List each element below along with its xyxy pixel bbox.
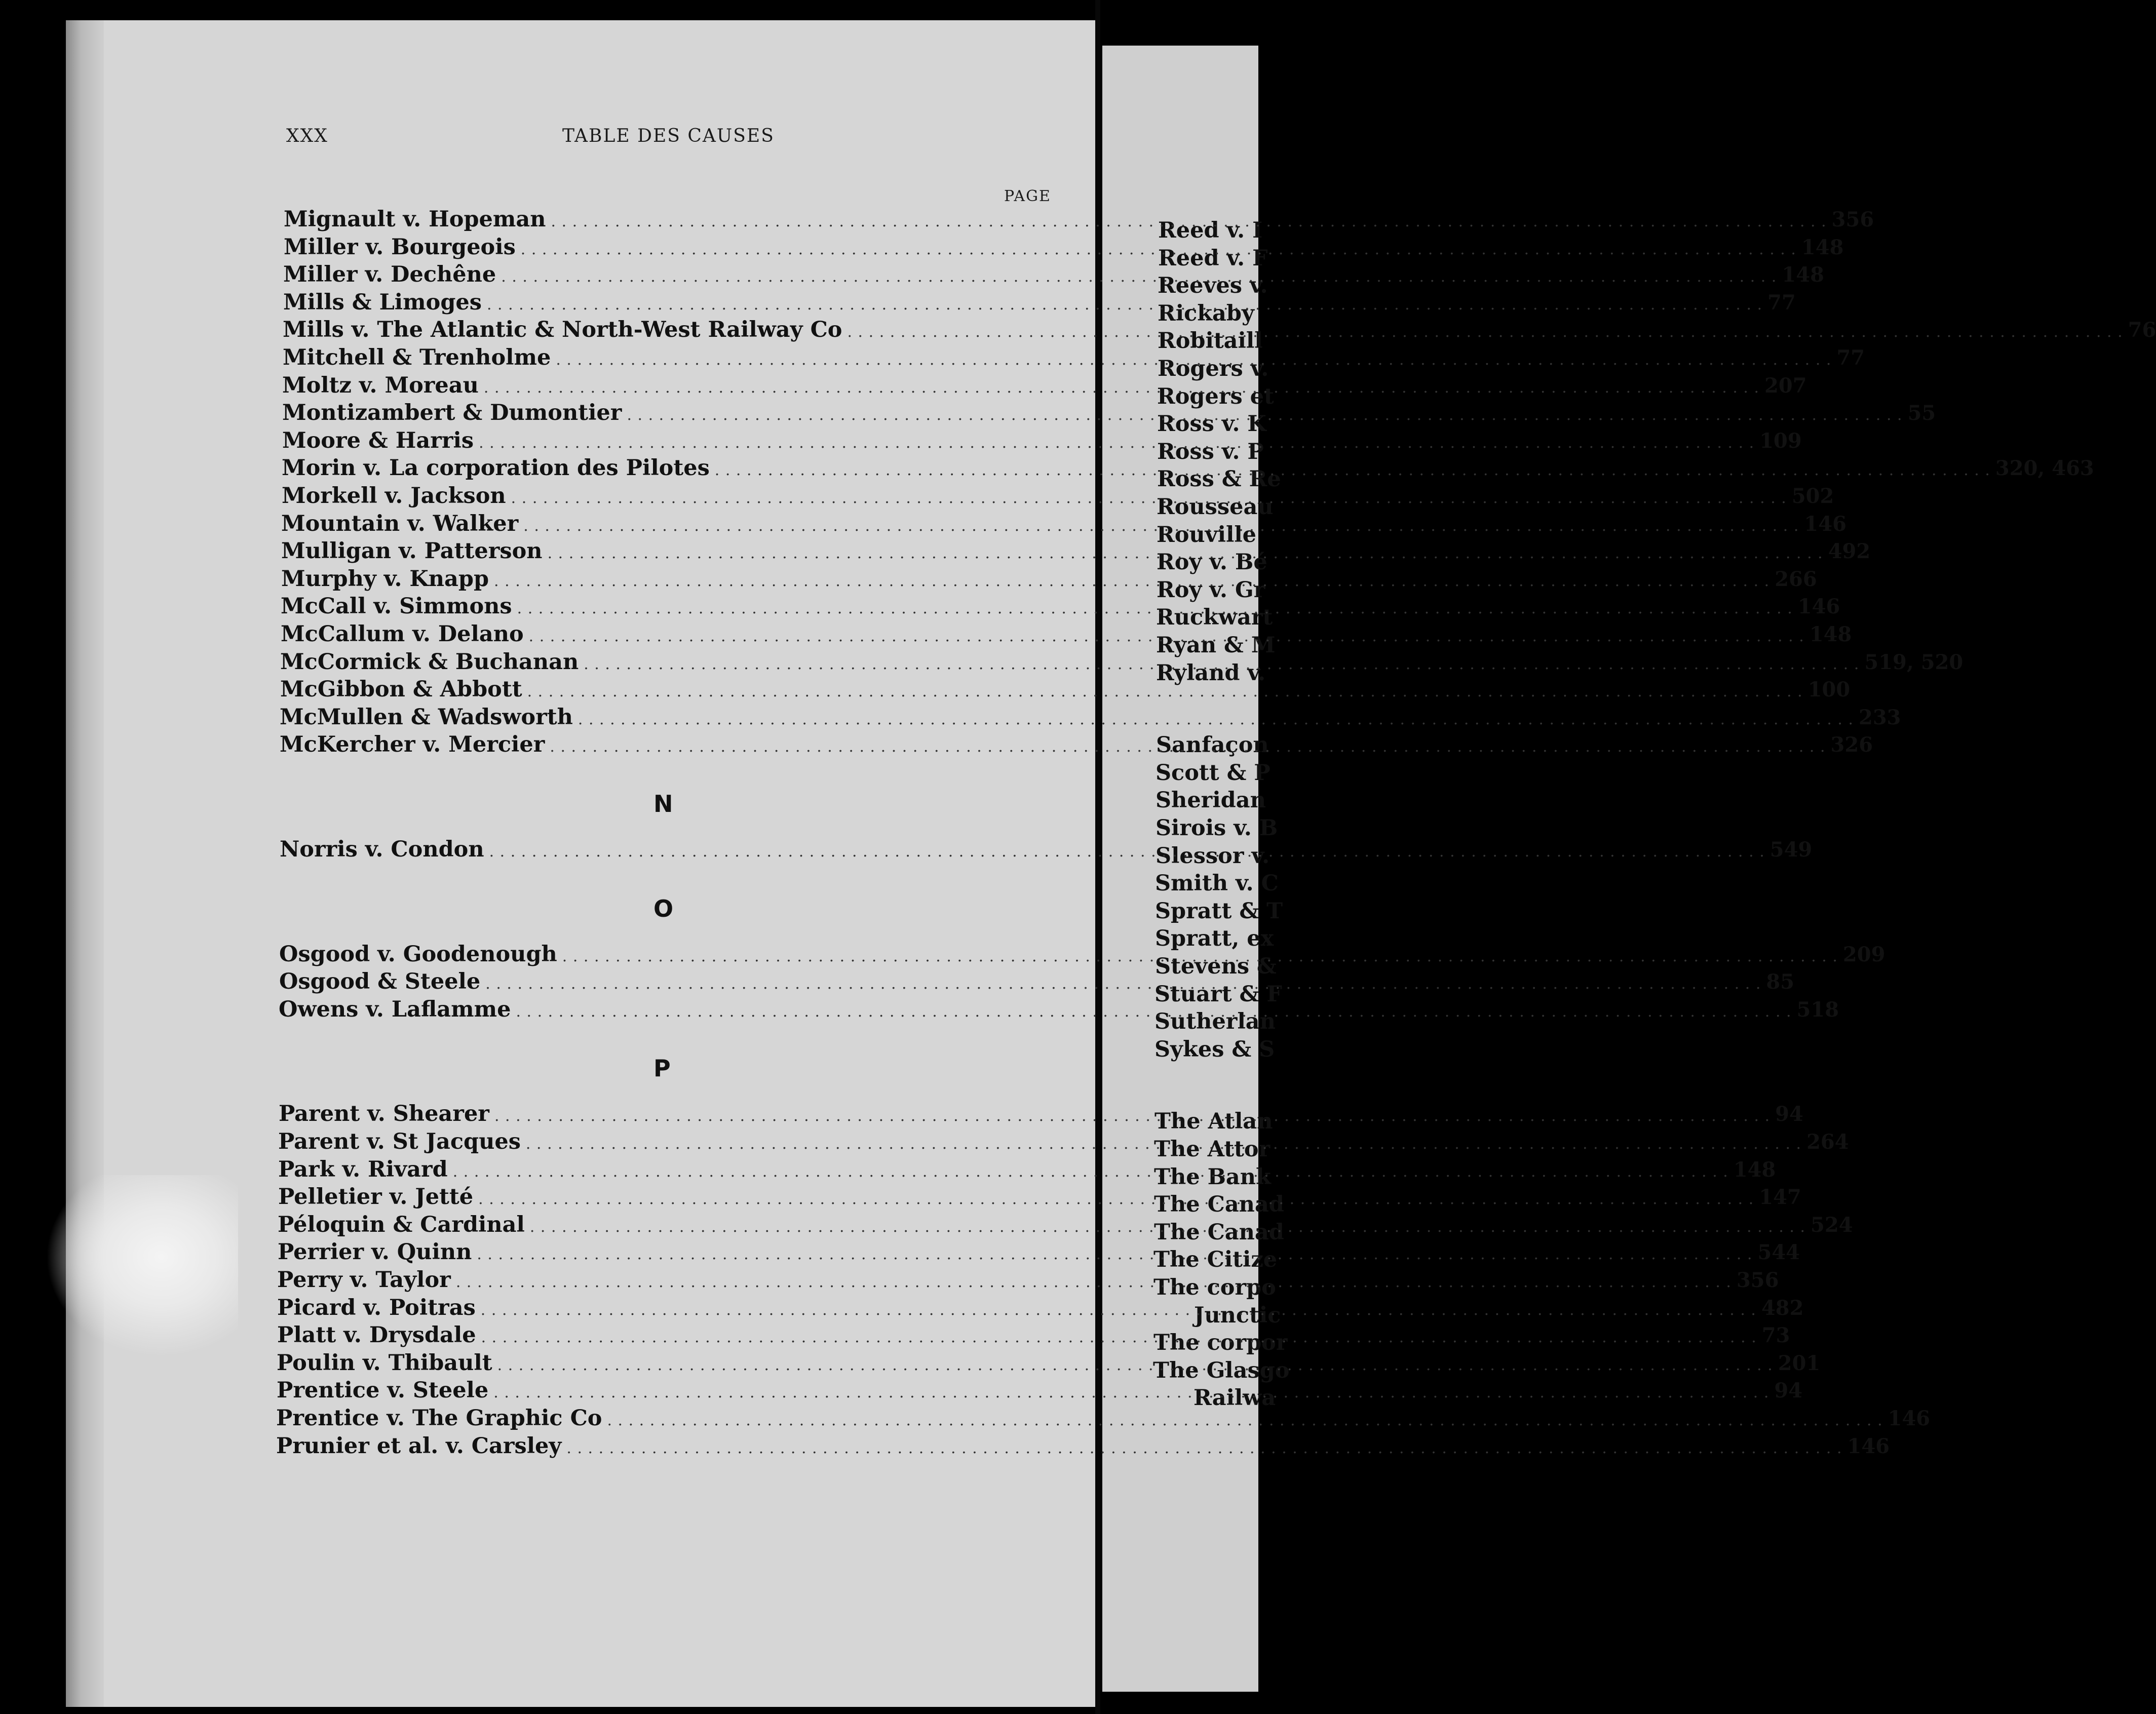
page-reference: 492	[1828, 539, 1871, 564]
right-page-fragment: Spratt & T	[1155, 898, 1283, 924]
right-page-fragment: Railwa	[1194, 1385, 1276, 1411]
dot-leader	[526, 1129, 1801, 1154]
page-reference: 356	[1736, 1268, 1779, 1292]
case-name: Montizambert & Dumontier	[282, 400, 622, 426]
right-page-fragment: The Citize	[1153, 1247, 1278, 1273]
dot-leader	[489, 837, 1765, 862]
page-reference: 85	[1766, 970, 1795, 994]
page-edge-shadow	[66, 20, 104, 1707]
case-name: Péloquin & Cardinal	[278, 1212, 525, 1237]
page-reference: 146	[1888, 1407, 1931, 1430]
case-name: McCormick & Buchanan	[280, 649, 579, 675]
page-reference: 94	[1774, 1379, 1803, 1403]
case-name: Prentice v. The Graphic Co	[276, 1406, 602, 1431]
right-page-fragment: Stevens &	[1155, 954, 1277, 979]
right-page-fragment: Spratt, ex	[1155, 926, 1274, 952]
right-page-fragment: Reed v. F	[1158, 245, 1268, 271]
section-letter-o: O	[653, 894, 674, 922]
dot-leader	[578, 705, 1854, 730]
case-name: Platt v. Drysdale	[277, 1322, 476, 1348]
case-name: Perry v. Taylor	[277, 1267, 451, 1293]
page-reference: 146	[1804, 512, 1846, 536]
dot-leader	[484, 373, 1759, 398]
index-entry	[276, 1406, 1931, 1431]
page-reference: 146	[1797, 595, 1840, 619]
dot-leader	[516, 997, 1791, 1022]
right-page-fragment: Reed v. I	[1158, 218, 1263, 243]
right-page-fragment: Rickaby	[1158, 300, 1254, 326]
dot-leader	[523, 511, 1799, 536]
page-number: XXX	[286, 126, 328, 146]
dot-leader	[521, 235, 1796, 260]
dot-leader	[501, 262, 1777, 287]
page-reference: 146	[1847, 1434, 1890, 1458]
case-name: Owens v. Laflamme	[279, 996, 511, 1022]
dot-leader	[494, 566, 1769, 592]
page-reference: 109	[1759, 428, 1802, 453]
page-reference: 209	[1842, 942, 1885, 966]
page-reference: 266	[1775, 567, 1817, 591]
index-entry	[280, 704, 1901, 730]
dot-leader	[627, 400, 1902, 425]
case-name: McCall v. Simmons	[281, 594, 512, 619]
case-name: McGibbon & Abbott	[280, 677, 522, 703]
right-page-fragment: Robitaill	[1158, 328, 1263, 354]
case-name: Moltz v. Moreau	[282, 372, 479, 398]
case-name: Morin v. La corporation des Pilotes	[282, 455, 710, 481]
right-page-fragment: Rogers v.	[1158, 356, 1269, 381]
page-reference: 73	[1761, 1323, 1790, 1348]
right-page-fragment: Roy v. Gr	[1157, 577, 1265, 603]
right-page-fragment: Ryan & M	[1156, 633, 1276, 658]
case-name: Pelletier v. Jetté	[278, 1184, 474, 1210]
page-reference: 233	[1859, 705, 1901, 729]
right-page-fragment: Reeves v.	[1158, 273, 1268, 299]
right-page-fragment: Roy v. Bé	[1157, 550, 1267, 575]
section-letter-p: P	[653, 1055, 671, 1082]
dot-leader	[562, 942, 1838, 967]
case-name: Murphy v. Knapp	[281, 566, 489, 592]
page-column-label: PAGE	[1004, 187, 1051, 205]
page-reference: 519, 520	[1864, 650, 1963, 674]
case-name: McMullen & Wadsworth	[280, 704, 573, 730]
case-name: Mills & Limoges	[283, 289, 482, 315]
right-page-fragment: Stuart & F	[1154, 981, 1282, 1007]
case-name: Picard v. Poitras	[277, 1295, 476, 1320]
page-reference: 77	[1836, 346, 1865, 370]
right-page-fragment: The Atlan	[1154, 1109, 1273, 1135]
case-name: Osgood v. Goodenough	[279, 941, 557, 967]
right-page-fragment: Sykes & S	[1154, 1036, 1275, 1062]
right-page-fragment: The Glasgo	[1153, 1357, 1290, 1383]
right-page-fragment: Ross & Re	[1157, 466, 1281, 492]
index-entry	[280, 677, 1851, 703]
right-page-fragment: Ross v. K	[1157, 411, 1266, 437]
right-page-fragment: The Attor	[1154, 1137, 1270, 1162]
case-name: Mountain v. Walker	[281, 511, 519, 536]
case-name: Mitchell & Trenholme	[283, 345, 551, 370]
page-reference: 264	[1806, 1130, 1849, 1154]
dot-leader	[566, 1433, 1842, 1459]
right-page-fragment: Slessor v.	[1156, 843, 1270, 869]
page-reference: 94	[1775, 1102, 1803, 1126]
dot-leader	[556, 345, 1831, 370]
case-name: Miller v. Bourgeois	[284, 234, 516, 260]
dot-leader	[527, 677, 1803, 702]
right-page-fragment: Ruckwart	[1156, 605, 1273, 631]
section-letter-n: N	[653, 790, 673, 817]
dot-leader	[456, 1267, 1731, 1293]
case-name: Mills v. The Atlantic & North-West Railway Co	[283, 317, 842, 343]
page-reference: 502	[1791, 484, 1834, 508]
page-reference: 148	[1809, 622, 1852, 646]
page-reference: 482	[1761, 1296, 1804, 1320]
case-name: Moore & Harris	[282, 427, 474, 453]
page-reference: 518	[1796, 997, 1839, 1022]
index-entry	[276, 1433, 1890, 1459]
right-page-fragment: Rouville	[1157, 522, 1257, 548]
case-name: Osgood & Steele	[279, 969, 481, 995]
case-name: Poulin v. Thibault	[277, 1350, 492, 1376]
case-name: McKercher v. Mercier	[280, 732, 545, 758]
paper-stain	[46, 1175, 238, 1357]
dot-leader	[847, 317, 2123, 342]
dot-leader	[584, 649, 1859, 675]
dot-leader	[485, 969, 1761, 994]
dot-leader	[487, 290, 1762, 315]
page-reference: 326	[1830, 733, 1873, 757]
page-reference: 148	[1801, 235, 1844, 259]
case-name: Norris v. Condon	[280, 837, 484, 862]
page-reference: 148	[1782, 263, 1824, 287]
dot-leader	[494, 1101, 1770, 1126]
page-reference: 356	[1831, 208, 1874, 231]
case-name: Prentice v. Steele	[277, 1378, 489, 1404]
page-reference: 148	[1733, 1157, 1776, 1182]
case-name: Perrier v. Quinn	[278, 1239, 472, 1265]
right-page-fragment: Smith v. C	[1155, 871, 1279, 897]
page-reference: 320, 463	[1995, 456, 2094, 481]
dot-leader	[517, 594, 1793, 619]
page-header-title: TABLE DES CAUSES	[562, 126, 775, 146]
right-page-fragment: Ross v. P	[1157, 439, 1264, 464]
right-page-fragment: Sirois v. B	[1156, 815, 1278, 841]
dot-leader	[493, 1378, 1769, 1403]
right-page-fragment: Rogers et	[1157, 383, 1274, 409]
right-page-fragment: The Canad	[1154, 1219, 1284, 1245]
right-page-fragment: Sutherlan	[1154, 1009, 1276, 1035]
case-name: Park v. Rivard	[278, 1156, 448, 1182]
page-reference: 147	[1759, 1185, 1801, 1210]
case-name: Miller v. Dechêne	[283, 262, 496, 288]
dot-leader	[548, 538, 1823, 564]
dot-leader	[529, 621, 1804, 647]
case-name: Mignault v. Hopeman	[284, 207, 546, 232]
dot-leader	[551, 207, 1827, 232]
page-reference: 524	[1811, 1213, 1853, 1237]
dot-leader	[607, 1406, 1882, 1431]
case-name: Prunier et al. v. Carsley	[276, 1433, 562, 1459]
dot-leader	[550, 732, 1825, 757]
dot-leader	[530, 1212, 1805, 1237]
dot-leader	[715, 455, 1990, 481]
dot-leader	[497, 1350, 1773, 1376]
page-reference: 207	[1764, 373, 1807, 398]
page-reference: 77	[1767, 290, 1796, 315]
dot-leader	[479, 428, 1754, 453]
page-reference: 76	[2128, 318, 2156, 342]
right-page-fragment: Rousseau	[1157, 494, 1274, 520]
case-name: McCallum v. Delano	[281, 621, 524, 647]
right-page-fragment: Sanfaçon	[1156, 732, 1269, 758]
dot-leader	[511, 483, 1787, 509]
right-page-fragment: The Bank	[1154, 1164, 1271, 1190]
page-reference: 544	[1757, 1240, 1800, 1265]
dot-leader	[453, 1157, 1728, 1182]
page-reference: 55	[1907, 401, 1936, 425]
dot-leader	[477, 1239, 1752, 1265]
right-page-fragment: Scott & P	[1156, 760, 1270, 786]
dot-leader	[478, 1184, 1754, 1210]
page-reference: 201	[1778, 1351, 1821, 1375]
case-name: Mulligan v. Patterson	[281, 538, 543, 564]
right-page-fragment: Ryland v.	[1156, 660, 1266, 686]
right-page-fragment: The Canad	[1154, 1192, 1284, 1218]
case-name: Parent v. St Jacques	[278, 1129, 521, 1154]
dot-leader	[481, 1295, 1756, 1320]
page-reference: 100	[1807, 678, 1851, 702]
right-page-fragment: Sheridan	[1156, 788, 1266, 813]
case-name: Morkell v. Jackson	[282, 483, 506, 509]
case-name: Parent v. Shearer	[279, 1101, 489, 1127]
page-reference: 549	[1769, 838, 1813, 862]
dot-leader	[481, 1322, 1757, 1348]
right-page-fragment: Junctic	[1194, 1302, 1281, 1328]
right-page-fragment: The corpor	[1153, 1330, 1288, 1356]
right-page-fragment: The corpo	[1153, 1275, 1276, 1300]
